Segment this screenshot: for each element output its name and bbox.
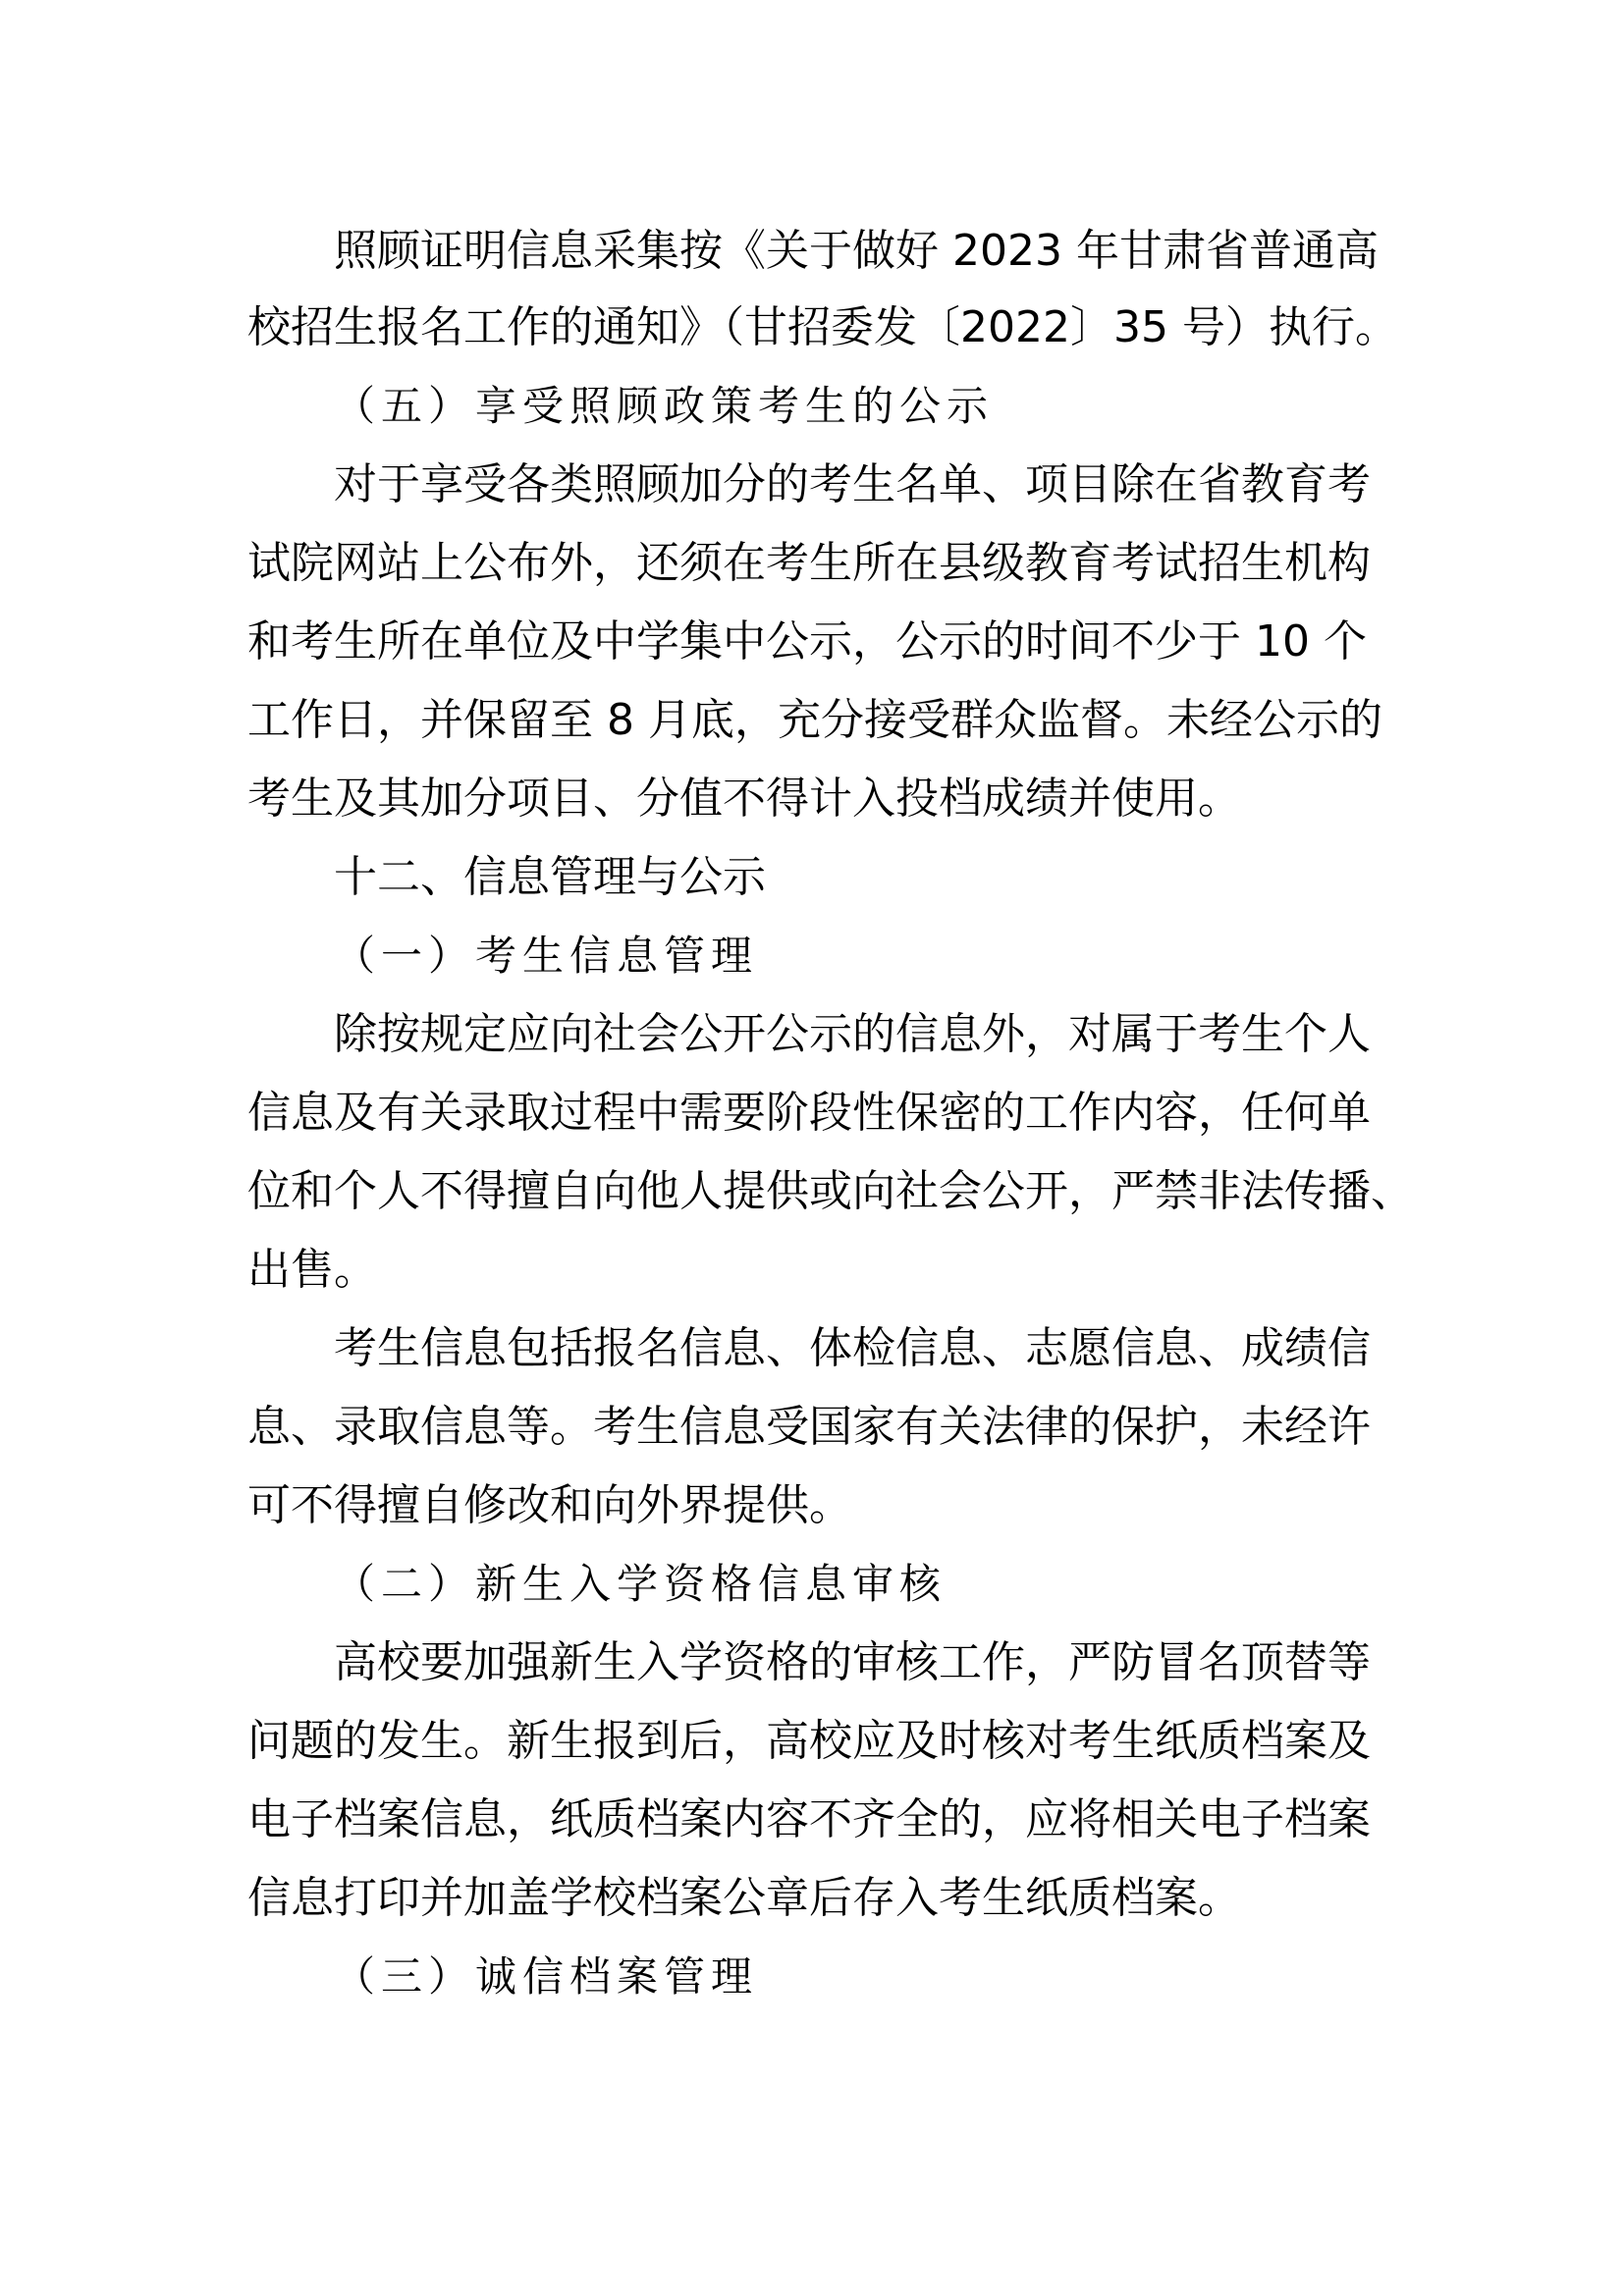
paragraph-line: 照顾证明信息采集按《关于做好 2023 年甘肃省普通高: [334, 226, 1379, 276]
paragraph-line: 除按规定应向社会公开公示的信息外，对属于考生个人: [334, 1009, 1371, 1059]
paragraph-line: 问题的发生。新生报到后，高校应及时核对考生纸质档案及: [247, 1716, 1371, 1766]
subsection-heading: （一）考生信息管理: [334, 932, 759, 980]
paragraph-line: 高校要加强新生入学资格的审核工作，严防冒名顶替等: [334, 1637, 1371, 1687]
paragraph-line: 试院网站上公布外，还须在考生所在县级教育考试招生机构: [247, 538, 1371, 588]
paragraph-line: 位和个人不得擅自向他人提供或向社会公开，严禁非法传播、: [247, 1166, 1414, 1216]
paragraph-line: 对于享受各类照顾加分的考生名单、项目除在省教育考: [334, 459, 1371, 509]
paragraph-line: 考生信息包括报名信息、体检信息、志愿信息、成绩信: [334, 1323, 1371, 1373]
paragraph-line: 出售。: [247, 1245, 377, 1295]
paragraph-line: 可不得擅自修改和向外界提供。: [247, 1480, 852, 1530]
paragraph-line: 信息及有关录取过程中需要阶段性保密的工作内容，任何单: [247, 1088, 1371, 1138]
paragraph-line: 息、录取信息等。考生信息受国家有关法律的保护，未经许: [247, 1402, 1371, 1452]
paragraph-line: 电子档案信息，纸质档案内容不齐全的，应将相关电子档案: [247, 1794, 1371, 1844]
section-heading: 十二、信息管理与公示: [334, 852, 766, 902]
paragraph-line: 校招生报名工作的通知》（甘招委发〔2022〕35 号）执行。: [247, 302, 1398, 352]
subsection-heading: （二）新生入学资格信息审核: [334, 1560, 947, 1608]
subsection-heading: （三）诚信档案管理: [334, 1952, 759, 2001]
paragraph-line: 和考生所在单位及中学集中公示，公示的时间不少于 10 个: [247, 616, 1367, 667]
paragraph-line: 工作日，并保留至 8 月底，充分接受群众监督。未经公示的: [247, 695, 1382, 745]
paragraph-line: 考生及其加分项目、分值不得计入投档成绩并使用。: [247, 774, 1241, 824]
paragraph-line: 信息打印并加盖学校档案公章后存入考生纸质档案。: [247, 1873, 1241, 1923]
subsection-heading: （五）享受照顾政策考生的公示: [334, 382, 995, 430]
